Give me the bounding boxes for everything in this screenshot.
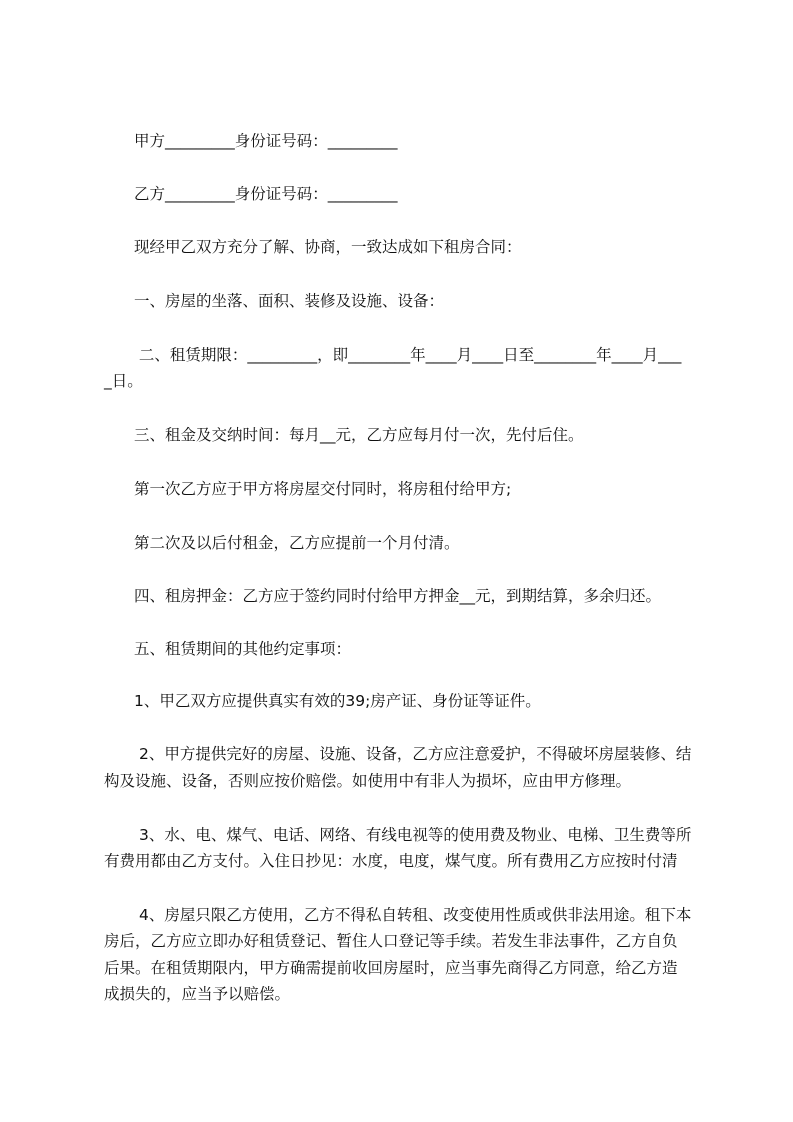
party-a-line: 甲方_________身份证号码：_________ [134, 132, 398, 150]
clause-5-item-4-line-4: 成损失的，应当予以赔偿。 [104, 985, 291, 1003]
clause-5-item-3-line-2: 有费用都由乙方支付。入住日抄见：水度，电度，煤气度。所有费用乙方应按时付清 [104, 852, 678, 870]
clause-5-item-2-line-1: 2、甲方提供完好的房屋、设施、设备，乙方应注意爱护，不得破坏房屋装修、结 [139, 745, 692, 763]
party-b-line: 乙方_________身份证号码：_________ [134, 185, 398, 203]
clause-1-heading: 一、房屋的坐落、面积、装修及设施、设备： [134, 292, 445, 310]
clause-5-item-4-line-2: 房后，乙方应立即办好租赁登记、暂住人口登记等手续。若发生非法事件，乙方自负 [104, 932, 678, 950]
clause-3-later-payment: 第二次及以后付租金，乙方应提前一个月付清。 [134, 534, 460, 552]
clause-5-item-4-line-1: 4、房屋只限乙方使用，乙方不得私自转租、改变使用性质或供非法用途。租下本 [139, 906, 692, 924]
clause-5-item-3-line-1: 3、水、电、煤气、电话、网络、有线电视等的使用费及物业、电梯、卫生费等所 [139, 826, 692, 844]
clause-2-line-1: 二、租赁期限：_________，即________年____月____日至________年____月___ [134, 346, 682, 364]
preamble: 现经甲乙双方充分了解、协商，一致达成如下租房合同： [134, 238, 522, 256]
clause-3-first-payment: 第一次乙方应于甲方将房屋交付同时，将房租付给甲方; [134, 480, 512, 498]
clause-4: 四、租房押金：乙方应于签约同时付给甲方押金__元，到期结算，多余归还。 [134, 587, 662, 605]
clause-3: 三、租金及交纳时间：每月__元，乙方应每月付一次，先付后住。 [134, 426, 584, 444]
clause-2-line-2: _日。 [104, 372, 143, 390]
clause-5-heading: 五、租赁期间的其他约定事项： [134, 640, 352, 658]
clause-5-item-4-line-3: 后果。在租赁期限内，甲方确需提前收回房屋时，应当事先商得乙方同意，给乙方造 [104, 959, 678, 977]
clause-5-item-1: 1、甲乙双方应提供真实有效的39;房产证、身份证等证件。 [134, 692, 541, 710]
clause-5-item-2-line-2: 构及设施、设备，否则应按价赔偿。如使用中有非人为损坏，应由甲方修理。 [104, 772, 632, 790]
